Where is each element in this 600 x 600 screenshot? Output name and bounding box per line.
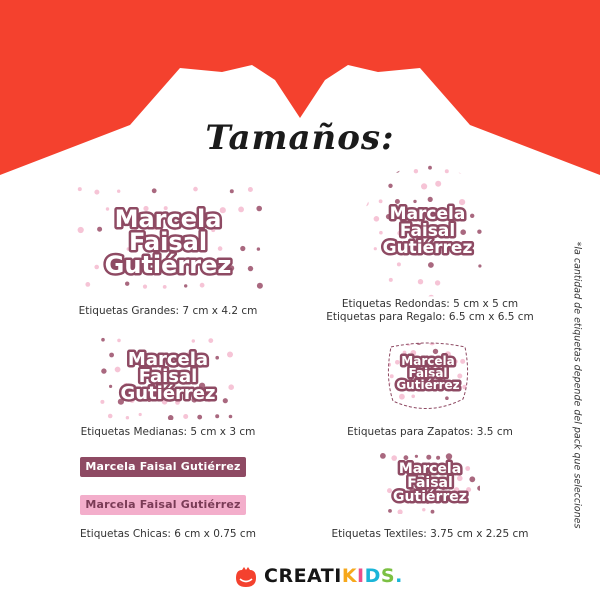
label-redondas-line-2: Faisal (399, 221, 456, 241)
polka-dot (478, 264, 481, 267)
polka-dot (460, 359, 465, 364)
brand-letter: S (380, 565, 396, 587)
polka-dot (126, 416, 129, 419)
polka-dot (414, 169, 418, 173)
polka-dot (484, 280, 489, 285)
polka-dot (379, 199, 383, 203)
label-chicas-dark: Marcela Faisal Gutiérrez (80, 457, 246, 477)
polka-dot (200, 283, 205, 288)
polka-dot (109, 385, 112, 388)
polka-dot (106, 207, 109, 210)
label-zapatos-line-3: Gutiérrez (396, 378, 460, 392)
polka-dot (117, 339, 121, 343)
polka-dot (370, 182, 376, 188)
label-medianas-line-3: Gutiérrez (120, 383, 216, 404)
polka-dot (78, 227, 84, 233)
polka-dot (415, 455, 418, 458)
polka-dot (227, 352, 233, 358)
brand-letter: K (341, 565, 358, 587)
polka-dot (248, 187, 253, 192)
caption-zapatos: Etiquetas para Zapatos: 3.5 cm (347, 426, 513, 438)
polka-dot (379, 231, 383, 235)
polka-dot (493, 167, 495, 171)
polka-dot (422, 508, 425, 511)
caption-redondas: Etiquetas Redondas: 5 cm x 5 cm (341, 298, 519, 310)
polka-dot (398, 509, 403, 514)
polka-dot (257, 283, 263, 289)
polka-dot (445, 396, 449, 400)
label-medianas (98, 335, 238, 420)
polka-dot (418, 279, 423, 284)
polka-dot (108, 414, 113, 419)
polka-dot (460, 339, 465, 344)
polka-dot (115, 367, 121, 373)
polka-dot (446, 453, 452, 459)
polka-dot (192, 339, 195, 342)
polka-dot (94, 265, 99, 270)
label-zapatos (383, 337, 473, 417)
polka-dot (388, 509, 392, 513)
polka-dot (470, 214, 474, 218)
label-textiles-line-2: Faisal (407, 475, 453, 491)
polka-dot (390, 374, 394, 378)
polka-dot (399, 394, 405, 400)
polka-dot (394, 404, 400, 410)
polka-dot (78, 187, 82, 191)
polka-dot (364, 261, 369, 266)
label-redondas-line-1: Marcela (389, 204, 466, 224)
polka-dot (208, 338, 213, 343)
polka-dot (384, 406, 390, 412)
polka-dot (215, 414, 219, 418)
side-note-text: *la cantidad de etiquetas depende del pack que selecciones (571, 241, 583, 529)
polka-dot (229, 415, 233, 419)
polka-dot (398, 339, 402, 343)
polka-dot (436, 456, 440, 460)
polka-dot (477, 486, 480, 491)
polka-dot (230, 189, 234, 193)
polka-dot (468, 374, 473, 379)
polka-dot (381, 165, 386, 170)
polka-dot (163, 285, 167, 289)
polka-dot (374, 216, 380, 222)
polka-dot (100, 400, 104, 404)
polka-dot (450, 338, 455, 343)
polka-dot (117, 190, 120, 193)
polka-dot (445, 169, 449, 173)
polka-dot (465, 466, 470, 471)
polka-dot (395, 360, 400, 365)
polka-dot (476, 168, 480, 172)
polka-dot (397, 262, 401, 266)
brand-letter: D (364, 565, 381, 587)
label-textiles (380, 452, 480, 514)
polka-dot (421, 183, 427, 189)
polka-dot (143, 285, 147, 289)
polka-dot (256, 206, 262, 212)
polka-dot (429, 339, 435, 345)
label-medianas-line-1: Marcela (127, 349, 209, 370)
polka-dot (428, 166, 432, 170)
polka-dot (404, 455, 409, 460)
polka-dot (380, 453, 386, 459)
polka-dot (238, 207, 244, 213)
caption-grandes: Etiquetas Grandes: 7 cm x 4.2 cm (78, 305, 258, 317)
polka-dot (364, 167, 367, 170)
label-grandes (72, 183, 264, 293)
label-textiles-line-1: Marcela (398, 461, 462, 477)
brand-word-dot: . (395, 565, 403, 587)
polka-dot (388, 184, 392, 188)
polka-dot (193, 187, 198, 192)
polka-dot (428, 262, 434, 268)
caption-textiles: Etiquetas Textiles: 3.75 cm x 2.25 cm (331, 528, 529, 540)
polka-dot (435, 181, 441, 187)
polka-dot (477, 230, 481, 234)
page-title: Tamaños: (205, 118, 395, 158)
label-grandes-line-2: Faisal (128, 228, 208, 256)
polka-dot (94, 190, 99, 195)
label-grandes-line-3: Gutiérrez (104, 251, 232, 279)
polka-dot (197, 415, 202, 420)
polka-dot (426, 455, 431, 460)
polka-dot (460, 229, 466, 235)
polka-dot (395, 168, 400, 173)
polka-dot (125, 282, 129, 286)
polka-dot (223, 398, 228, 403)
label-textiles-line-3: Gutiérrez (393, 489, 467, 505)
polka-dot (101, 368, 106, 373)
label-zapatos-line-1: Marcela (401, 354, 455, 368)
polka-dot (257, 247, 260, 250)
polka-dot (389, 278, 393, 282)
polka-dot (411, 395, 415, 399)
polka-dot (463, 407, 467, 411)
polka-dot (85, 282, 90, 287)
polka-dot (248, 266, 253, 271)
polka-dot (215, 356, 219, 360)
polka-dot (152, 188, 157, 193)
polka-dot (228, 384, 234, 390)
polka-dot (391, 455, 397, 461)
polka-dot (387, 488, 392, 493)
polka-dot (438, 337, 444, 343)
polka-dot (240, 246, 245, 251)
polka-dot (428, 197, 433, 202)
brand-letter: I (357, 565, 365, 587)
polka-dot (458, 169, 463, 174)
polka-dot (97, 227, 102, 232)
polka-dot (374, 247, 377, 250)
polka-dot (101, 338, 105, 342)
caption-medianas: Etiquetas Medianas: 5 cm x 3 cm (80, 426, 256, 438)
polka-dot (363, 200, 369, 206)
label-grandes-line-1: Marcela (114, 205, 222, 233)
polka-dot (416, 340, 421, 345)
label-redondas (360, 163, 495, 298)
label-zapatos-line-2: Faisal (408, 366, 448, 380)
caption-chicas: Etiquetas Chicas: 6 cm x 0.75 cm (80, 528, 256, 540)
label-medianas-line-2: Faisal (138, 366, 198, 387)
polka-dot (413, 200, 416, 203)
polka-dot (168, 415, 174, 420)
polka-dot (406, 341, 411, 346)
polka-dot (469, 476, 475, 482)
polka-dot (183, 414, 188, 419)
brand-word-kids (342, 565, 395, 587)
polka-dot (431, 510, 435, 514)
polka-dot (184, 284, 187, 287)
polka-dot (139, 413, 142, 416)
polka-dot (375, 278, 378, 281)
brand-mark-icon (234, 566, 258, 588)
polka-dot (109, 353, 114, 358)
label-redondas-line-3: Gutiérrez (382, 238, 473, 258)
brand-word-creati: CREATI (264, 565, 342, 587)
caption-regalo: Etiquetas para Regalo: 6.5 cm x 6.5 cm (326, 311, 534, 323)
label-chicas-light: Marcela Faisal Gutiérrez (80, 495, 246, 515)
polka-dot (435, 280, 440, 285)
